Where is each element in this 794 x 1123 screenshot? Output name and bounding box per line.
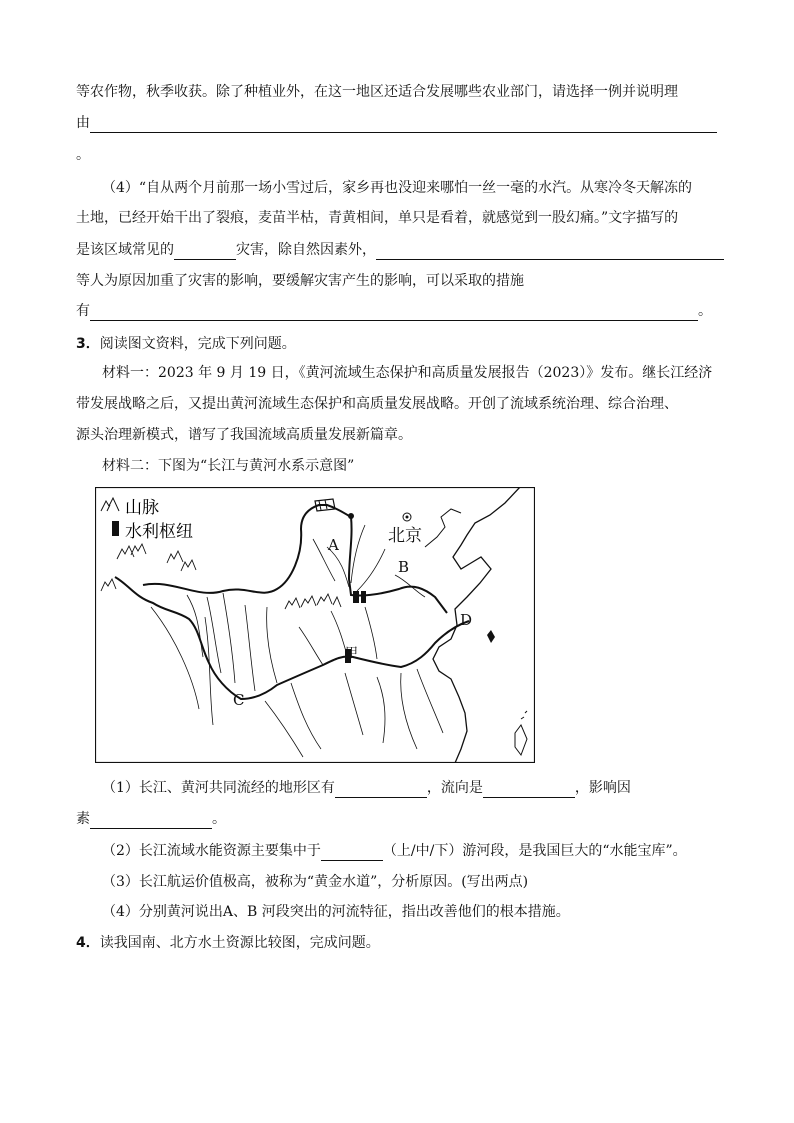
q2-answer-end: 。 — [76, 147, 90, 163]
q3-1-line1 — [102, 778, 721, 798]
q4-heading — [76, 933, 721, 953]
q3-1-text-e: 。 — [212, 811, 226, 827]
label-c: C — [233, 691, 245, 709]
q2-4-measures-prefix: 有 — [76, 303, 90, 319]
q3-3-line: （3）长江航运价值极高，被称为“黄金水道”，分析原因。(写出两点) — [102, 874, 529, 890]
yangtze-yellow-river-map — [95, 487, 535, 763]
q3-4-line: （4）分别黄河说出A、B 河段突出的河流特征，指出改善他们的根本措施。 — [102, 904, 570, 920]
yellow-river-dam-icon-2 — [361, 591, 366, 603]
q3-1-text-b: ，流向是 — [426, 780, 483, 796]
legend-dam-label: 水利枢纽 — [125, 522, 193, 542]
q3-heading — [76, 334, 721, 354]
measures-blank[interactable] — [90, 305, 698, 321]
label-a: A — [328, 536, 339, 554]
human-factor-blank[interactable] — [376, 244, 724, 260]
q2-4-line1: （4）“自从两个月前那一场小雪过后，家乡再也没迎来哪怕一丝一毫的水汽。从寒冷冬天解冻的 — [102, 180, 693, 196]
label-b: B — [398, 558, 410, 576]
legend-mountain-label: 山脉 — [125, 498, 159, 518]
q2-continuation-line: 等农作物，秋季收获。除了种植业外，在这一地区还适合发展哪些农业部门，请选择一例并说明理 — [76, 84, 678, 100]
q2-4-text-b: 灾害，除自然因素外， — [236, 242, 376, 258]
q3-2-line — [102, 841, 721, 861]
q2-4-text-a: 是该区域常见的 — [76, 242, 174, 258]
material2-caption: 材料二：下图为“长江与黄河水系示意图” — [102, 458, 355, 474]
q3-number: 3． — [76, 336, 100, 352]
q4-title: 读我国南、北方水土资源比较图，完成问题。 — [99, 935, 380, 951]
q2-4-line2: 土地，已经开始干出了裂痕，麦苗半枯，青黄相间，单只是看着，就感觉到一股幻痛。”文字描写的 — [76, 210, 679, 226]
material1-line3: 源头治理新模式，谱写了我国流域高质量发展新篇章。 — [76, 427, 412, 443]
q2-answer-prefix: 由 — [76, 115, 90, 131]
disaster-type-blank[interactable] — [174, 244, 236, 260]
q3-1-text-a: （1）长江、黄河共同流经的地形区有 — [102, 780, 335, 796]
q3-title: 阅读图文资料，完成下列问题。 — [99, 336, 296, 352]
q2-4-line3 — [76, 240, 721, 260]
landform-blank[interactable] — [335, 782, 427, 798]
q2-4-line4: 等人为原因加重了灾害的影响，要缓解灾害产生的影响，可以采取的措施 — [76, 273, 524, 289]
q2-answer-blank[interactable] — [90, 117, 717, 133]
yellow-river-dam-icon — [353, 591, 359, 603]
material1-line1: 材料一：2023 年 9 月 19 日，《黄河流域生态保护和高质量发展报告（2023）》发布。继长江经济 — [102, 365, 713, 381]
q3-1-text-d: 素 — [76, 811, 90, 827]
legend-dam-icon — [112, 521, 119, 536]
q3-2-text-b: （上/中/下）游河段，是我国巨大的“水能宝库”。 — [382, 843, 687, 859]
material1-line2: 带发展战略之后，又提出黄河流域生态保护和高质量发展战略。开创了流域系统治理、综合治理、 — [76, 396, 678, 412]
factor-blank[interactable] — [90, 813, 212, 829]
river-section-blank[interactable] — [321, 845, 383, 861]
q3-1-text-c: ，影响因 — [574, 780, 631, 796]
beijing-marker-dot — [406, 516, 409, 519]
q3-1-line2 — [76, 809, 721, 829]
q4-number: 4． — [76, 935, 100, 951]
point-z-marker — [348, 513, 354, 519]
q2-4-line5 — [76, 301, 721, 321]
q2-4-measures-suffix: 。 — [698, 303, 712, 319]
q3-2-text-a: （2）长江流域水能资源主要集中于 — [102, 843, 321, 859]
label-jia: 甲 — [345, 646, 359, 661]
label-beijing: 北京 — [388, 526, 422, 546]
q2-answer-line — [76, 113, 721, 133]
label-d: D — [460, 611, 473, 629]
flow-direction-blank[interactable] — [483, 782, 575, 798]
